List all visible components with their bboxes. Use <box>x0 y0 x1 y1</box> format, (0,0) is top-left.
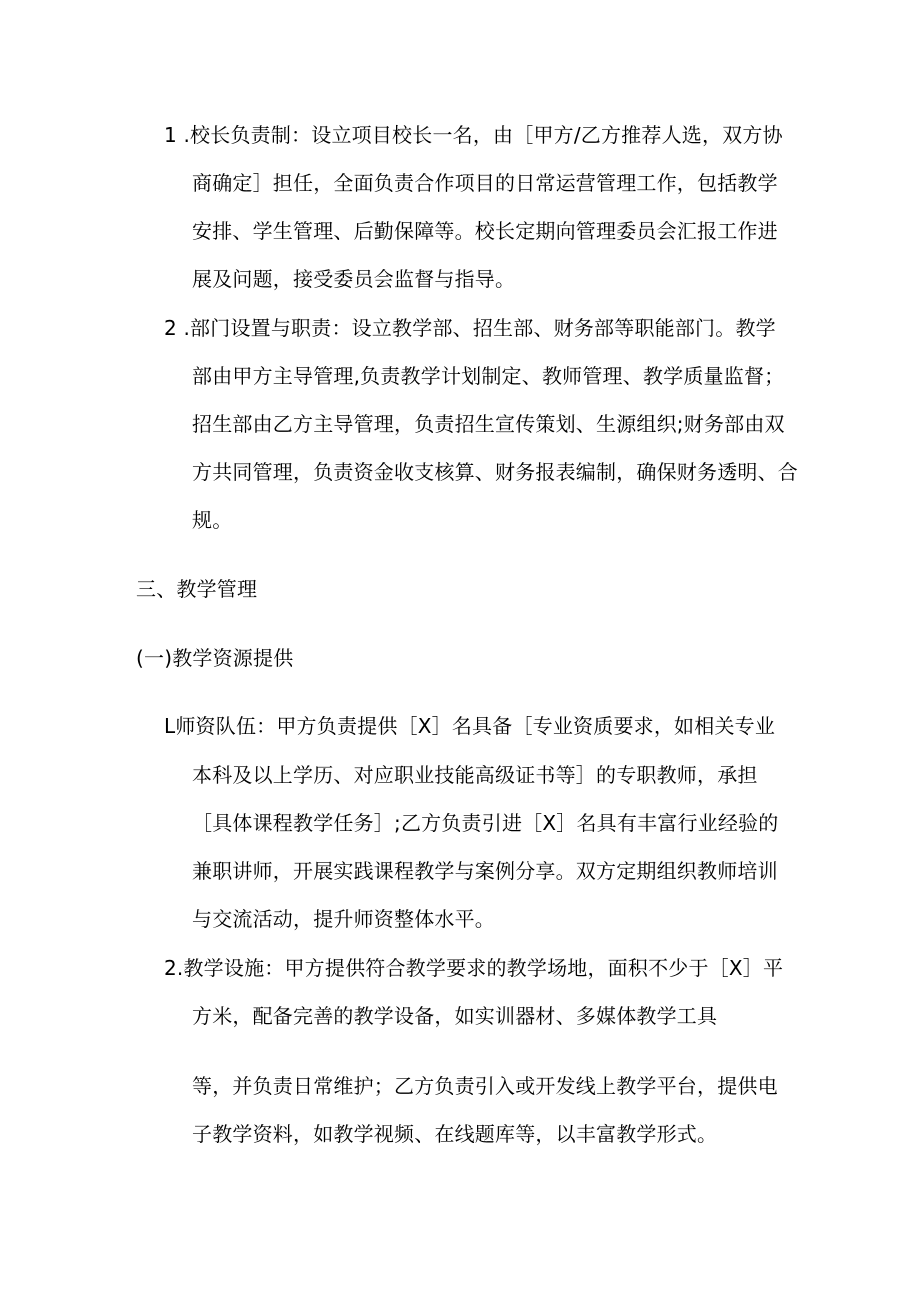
text-line: L师资队伍：甲方负责提供［X］名具备［专业资质要求，如相关专业 <box>164 714 776 738</box>
subsection-heading-teaching-resources: (一)教学资源提供 <box>136 646 294 670</box>
text-line: 2 .部门设置与职责：设立教学部、招生部、财务部等职能部门。教学 <box>164 316 776 340</box>
text-line: 等，并负责日常维护；乙方负责引入或开发线上教学平台，提供电 <box>192 1074 778 1098</box>
text-line: 方共同管理，负责资金收支核算、财务报表编制，确保财务透明、合 <box>192 460 798 484</box>
text-line: ［具体课程教学任务］;乙方负责引进［X］名具有丰富行业经验的 <box>192 811 779 835</box>
section-heading-teaching-management: 三、教学管理 <box>136 577 258 601</box>
text-line: 方米，配备完善的教学设备，如实训器材、多媒体教学工具 <box>192 1004 718 1028</box>
text-line: 商确定］担任，全面负责合作项目的日常运营管理工作，包括教学 <box>192 171 778 195</box>
text-line: 2.教学设施：甲方提供符合教学要求的教学场地，面积不少于［X］平 <box>164 956 784 980</box>
text-line: 部由甲方主导管理,负责教学计划制定、教师管理、教学质量监督； <box>192 364 785 388</box>
text-line: 1 .校长负责制：设立项目校长一名，由［甲方/乙方推荐人选，双方协 <box>164 123 783 147</box>
text-line: 子教学资料，如教学视频、在线题库等，以丰富教学形式。 <box>192 1122 718 1146</box>
text-line: 本科及以上学历、对应职业技能高级证书等］的专职教师，承担 <box>192 763 758 787</box>
text-line: 招生部由乙方主导管理，负责招生宣传策划、生源组织;财务部由双 <box>192 412 785 436</box>
text-line: 兼职讲师，开展实践课程教学与案例分享。双方定期组织教师培训 <box>192 859 778 883</box>
text-line: 与交流活动，提升师资整体水平。 <box>192 907 495 931</box>
text-line: 规。 <box>192 508 233 532</box>
text-line: 安排、学生管理、后勤保障等。校长定期向管理委员会汇报工作进 <box>192 219 778 243</box>
text-line: 展及问题，接受委员会监督与指导。 <box>192 267 516 291</box>
